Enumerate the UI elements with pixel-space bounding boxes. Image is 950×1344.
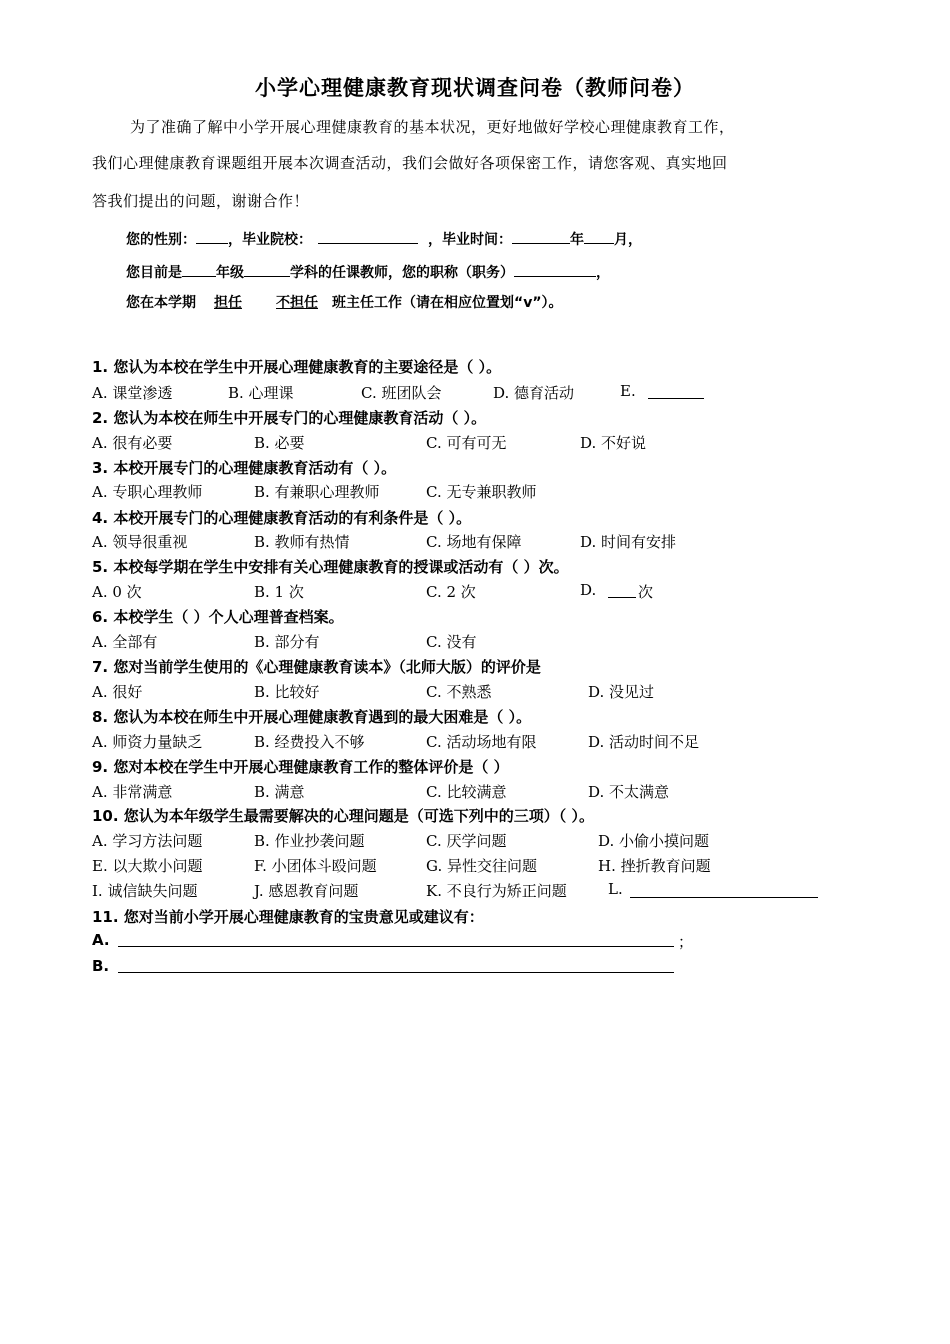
intro-line-1: 为了准确了解中小学开展心理健康教育的基本状况，更好地做好学校心理健康教育工作，	[130, 118, 735, 136]
grade-label: 年级	[216, 265, 244, 281]
q3-option-c[interactable]: C. 无专兼职教师	[426, 483, 537, 501]
q9-option-b[interactable]: B. 满意	[254, 783, 305, 801]
current-label: 您目前是	[126, 265, 182, 281]
q8-option-c[interactable]: C. 活动场地有限	[426, 733, 537, 751]
question-1: 1. 您认为本校在学生中开展心理健康教育的主要途径是（ ）。	[92, 358, 502, 376]
q5-option-d-blank[interactable]	[608, 597, 636, 598]
q10-option-d[interactable]: D. 小偷小摸问题	[598, 832, 710, 850]
q7-option-a[interactable]: A. 很好	[92, 683, 143, 701]
month-label: 月，	[614, 232, 642, 248]
question-11: 11. 您对当前小学开展心理健康教育的宝贵意见或建议有：	[92, 908, 484, 926]
q10-option-k[interactable]: K. 不良行为矫正问题	[426, 882, 567, 900]
q11-answer-a-label: A.	[92, 931, 110, 949]
q5-option-d-unit: 次	[638, 583, 654, 601]
question-2: 2. 您认为本校在师生中开展专门的心理健康教育活动（ ）。	[92, 409, 487, 427]
school-label: ，毕业院校：	[228, 232, 312, 248]
q11-answer-a-line[interactable]	[118, 946, 674, 947]
q1-option-b[interactable]: B. 心理课	[228, 384, 294, 402]
homeroom-suffix: 班主任工作（请在相应位置划“v”）。	[332, 295, 563, 311]
question-5: 5. 本校每学期在学生中安排有关心理健康教育的授课或活动有（ ）次。	[92, 558, 569, 576]
info-line-1	[126, 227, 642, 249]
q11-answer-a-semicolon: ；	[678, 933, 694, 951]
q4-option-a[interactable]: A. 领导很重视	[92, 533, 188, 551]
q5-option-d[interactable]: D.	[580, 581, 597, 599]
question-9: 9. 您对本校在学生中开展心理健康教育工作的整体评价是（ ）	[92, 758, 509, 776]
q9-option-d[interactable]: D. 不太满意	[588, 783, 670, 801]
intro-line-2: 我们心理健康教育课题组开展本次调查活动，我们会做好各项保密工作，请您客观、真实地回	[92, 154, 728, 172]
question-10: 10. 您认为本年级学生最需要解决的心理问题是（可选下列中的三项）（ ）。	[92, 807, 595, 825]
title-field[interactable]	[514, 260, 596, 277]
q9-option-c[interactable]: C. 比较满意	[426, 783, 507, 801]
q10-option-a[interactable]: A. 学习方法问题	[92, 832, 203, 850]
q10-option-j[interactable]: J. 感恩教育问题	[254, 882, 359, 900]
q6-option-a[interactable]: A. 全部有	[92, 633, 158, 651]
q3-option-a[interactable]: A. 专职心理教师	[92, 483, 203, 501]
grad-time-label: ，毕业时间：	[428, 232, 512, 248]
year-label: 年	[570, 232, 584, 248]
q10-option-l-blank[interactable]	[630, 897, 818, 898]
q3-option-b[interactable]: B. 有兼职心理教师	[254, 483, 380, 501]
gender-field[interactable]	[196, 227, 228, 244]
info-line-3	[126, 292, 563, 312]
q6-option-c[interactable]: C. 没有	[426, 633, 477, 651]
comma: ，	[596, 265, 610, 281]
question-8: 8. 您认为本校在师生中开展心理健康教育遇到的最大困难是（ ）。	[92, 708, 532, 726]
gender-label: 您的性别：	[126, 232, 196, 248]
q7-option-d[interactable]: D. 没见过	[588, 683, 655, 701]
intro-line-3: 答我们提出的问题，谢谢合作！	[92, 192, 310, 210]
school-field[interactable]	[318, 227, 418, 244]
homeroom-yes-option[interactable]: 担任	[214, 295, 242, 311]
q2-option-d[interactable]: D. 不好说	[580, 434, 647, 452]
question-4: 4. 本校开展专门的心理健康教育活动的有利条件是（ ）。	[92, 509, 472, 527]
homeroom-label: 您在本学期	[126, 295, 196, 311]
q2-option-b[interactable]: B. 必要	[254, 434, 305, 452]
q1-option-e-blank[interactable]	[648, 398, 704, 399]
q10-option-e[interactable]: E. 以大欺小问题	[92, 857, 203, 875]
q1-option-e[interactable]: E.	[620, 382, 636, 400]
q10-option-c[interactable]: C. 厌学问题	[426, 832, 507, 850]
question-7: 7. 您对当前学生使用的《心理健康教育读本》（北师大版）的评价是	[92, 658, 541, 676]
q10-option-l[interactable]: L.	[608, 880, 623, 898]
q7-option-b[interactable]: B. 比较好	[254, 683, 320, 701]
q10-option-b[interactable]: B. 作业抄袭问题	[254, 832, 365, 850]
info-line-2	[126, 260, 610, 282]
q8-option-d[interactable]: D. 活动时间不足	[588, 733, 700, 751]
q4-option-b[interactable]: B. 教师有热情	[254, 533, 350, 551]
q7-option-c[interactable]: C. 不熟悉	[426, 683, 492, 701]
question-3: 3. 本校开展专门的心理健康教育活动有（ ）。	[92, 459, 397, 477]
q2-option-c[interactable]: C. 可有可无	[426, 434, 507, 452]
page-title: 小学心理健康教育现状调查问卷（教师问卷）	[255, 76, 695, 100]
q10-option-g[interactable]: G. 异性交往问题	[426, 857, 537, 875]
q10-option-h[interactable]: H. 挫折教育问题	[598, 857, 711, 875]
q11-answer-b-label: B.	[92, 957, 110, 975]
homeroom-no-option[interactable]: 不担任	[276, 295, 318, 311]
q1-option-a[interactable]: A. 课堂渗透	[92, 384, 173, 402]
grad-year-field[interactable]	[512, 227, 570, 244]
q10-option-f[interactable]: F. 小团体斗殴问题	[254, 857, 377, 875]
grad-month-field[interactable]	[584, 227, 614, 244]
q1-option-c[interactable]: C. 班团队会	[361, 384, 442, 402]
q8-option-a[interactable]: A. 师资力量缺乏	[92, 733, 203, 751]
q10-option-i[interactable]: I. 诚信缺失问题	[92, 882, 198, 900]
subject-label: 学科的任课教师，您的职称（职务）	[290, 265, 514, 281]
q2-option-a[interactable]: A. 很有必要	[92, 434, 173, 452]
question-6: 6. 本校学生（ ）个人心理普查档案。	[92, 608, 344, 626]
q6-option-b[interactable]: B. 部分有	[254, 633, 320, 651]
q1-option-d[interactable]: D. 德育活动	[493, 384, 575, 402]
q8-option-b[interactable]: B. 经费投入不够	[254, 733, 365, 751]
q9-option-a[interactable]: A. 非常满意	[92, 783, 173, 801]
q4-option-c[interactable]: C. 场地有保障	[426, 533, 522, 551]
grade-field[interactable]	[182, 260, 216, 277]
q5-option-a[interactable]: A. 0 次	[92, 583, 142, 601]
q5-option-c[interactable]: C. 2 次	[426, 583, 476, 601]
q4-option-d[interactable]: D. 时间有安排	[580, 533, 677, 551]
q11-answer-b-line[interactable]	[118, 972, 674, 973]
subject-field[interactable]	[244, 260, 290, 277]
q5-option-b[interactable]: B. 1 次	[254, 583, 304, 601]
